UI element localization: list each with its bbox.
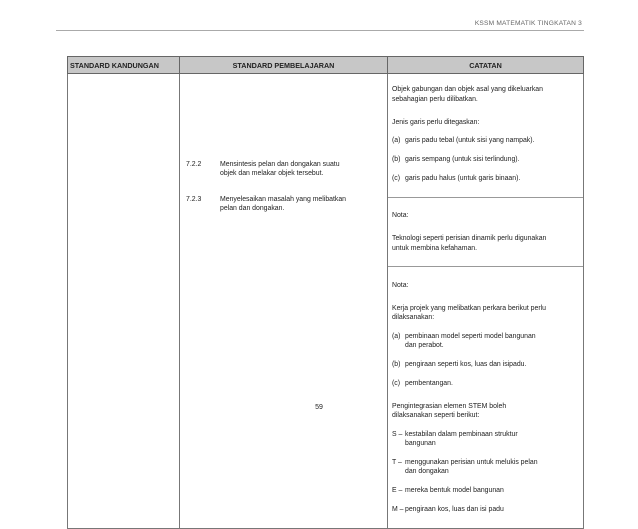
list-item-label: (a): [392, 137, 401, 145]
learning-standard-text: Menyelesaikan masalah yang melibatkan pelan dan dongakan.: [220, 195, 347, 213]
catatan-block-lines: [392, 76, 577, 197]
list-item: [392, 155, 577, 164]
page-header: KSSM MATEMATIK TINGKATAN 3: [474, 20, 582, 27]
list-item-text: garis sempang (untuk sisi terlindung).: [405, 156, 520, 164]
list-item: [392, 136, 577, 145]
list-item: [392, 174, 577, 183]
catatan-content: [388, 74, 583, 528]
column-header-standard-pembelajaran: STANDARD PEMBELAJARAN: [180, 57, 388, 74]
stem-text: menggunakan perisian untuk melukis pelan dan dongakan: [405, 459, 538, 476]
nota-text: Kerja projek yang melibatkan perkara berikut perlu dilaksanakan:: [392, 304, 546, 321]
standard-pembelajaran-cell: [180, 74, 388, 529]
stem-label: E –: [392, 487, 403, 495]
list-item-label: (a): [392, 332, 401, 340]
nota-label: Nota:: [392, 212, 409, 220]
list-item: [392, 360, 577, 369]
learning-standard-item: [186, 195, 381, 214]
nota-text: Teknologi seperti perisian dinamik perlu digunakan untuk membina kefahaman.: [392, 235, 547, 252]
stem-label: M –: [392, 506, 404, 514]
list-item-text: pembentangan.: [405, 379, 453, 387]
nota-label: Nota:: [392, 281, 409, 289]
list-item: [392, 379, 577, 388]
catatan-intro: Objek gabungan dan objek asal yang dikeluarkan sebahagian perlu dilibatkan.: [392, 86, 543, 103]
catatan-block-nota-1: [388, 197, 583, 266]
stem-text: kestabilan dalam pembinaan struktur bangunan: [405, 430, 518, 448]
learning-standard-text: Mensintesis pelan dan dongakan suatu objek dan melakar objek tersebut.: [220, 161, 340, 178]
stem-label: S –: [392, 430, 403, 438]
list-item-label: (b): [392, 360, 401, 368]
stem-text: pengiraan kos, luas dan isi padu: [405, 506, 504, 514]
list-item-label: (b): [392, 156, 401, 164]
page-number: 59: [315, 404, 323, 411]
learning-standard-number: 7.2.3: [186, 195, 202, 203]
list-item-text: garis padu tebal (untuk sisi yang nampak).: [405, 137, 535, 145]
list-item-text: pembinaan model seperti model bangunan dan perabot.: [405, 332, 536, 350]
list-item: [392, 332, 577, 351]
learning-standard-number: 7.2.2: [186, 161, 202, 168]
stem-item: [392, 458, 577, 477]
header-rule: [56, 30, 584, 31]
stem-intro: Pengintegrasian elemen STEM boleh dilaksanakan seperti berikut:: [392, 402, 507, 419]
stem-text: mereka bentuk model bangunan: [405, 487, 504, 495]
list-item-label: (c): [392, 175, 401, 183]
catatan-block-nota-2: [388, 266, 583, 528]
table-row: [68, 74, 584, 529]
lines-heading: Jenis garis perlu ditegaskan:: [392, 118, 480, 126]
standard-kandungan-cell: [68, 74, 180, 529]
table-header-row: [68, 57, 584, 74]
curriculum-table: [67, 56, 584, 529]
stem-item: [392, 430, 577, 449]
list-item-text: garis padu halus (untuk garis binaan).: [405, 175, 521, 183]
column-header-catatan: CATATAN: [388, 57, 584, 74]
stem-label: T –: [392, 459, 402, 467]
learning-standard-item: [186, 160, 381, 179]
list-item-label: (c): [392, 379, 401, 387]
catatan-cell: [388, 74, 584, 529]
standard-pembelajaran-list: [180, 74, 387, 214]
column-header-standard-kandungan: STANDARD KANDUNGAN: [68, 57, 180, 74]
stem-item: [392, 486, 577, 495]
stem-item: [392, 505, 577, 514]
list-item-text: pengiraan seperti kos, luas dan isipadu.: [405, 360, 527, 368]
